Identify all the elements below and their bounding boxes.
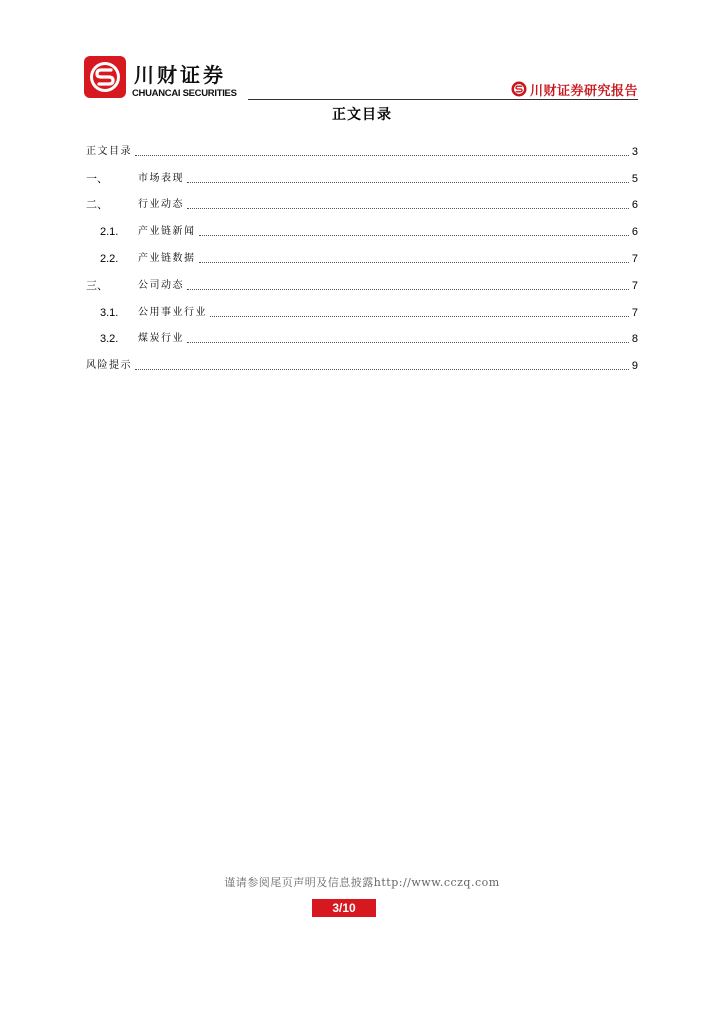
toc-entry-number: 二、 bbox=[86, 199, 108, 212]
report-brand bbox=[511, 79, 638, 99]
toc-entry-page: 9 bbox=[631, 360, 638, 373]
toc-entry-number: 3.2. bbox=[100, 333, 119, 346]
toc-entry-page: 7 bbox=[631, 306, 638, 319]
logo-name-en: CHUANCAI SECURITIES bbox=[132, 88, 237, 99]
report-label: 川财证券研究报告 bbox=[529, 83, 638, 99]
toc-entry-page: 3 bbox=[631, 145, 638, 158]
toc-dot-leader bbox=[187, 341, 629, 343]
chuancai-mini-logo-icon bbox=[511, 81, 527, 97]
toc-entry-number: 一、 bbox=[86, 172, 108, 185]
chuancai-logo-icon bbox=[84, 56, 126, 98]
toc-dot-leader bbox=[187, 288, 629, 290]
toc-entry[interactable] bbox=[86, 346, 638, 373]
toc-entry-page: 7 bbox=[631, 279, 638, 292]
toc-entry-label: 风险提示 bbox=[86, 360, 132, 372]
page-number-badge: 3/10 bbox=[312, 899, 376, 917]
toc-entry-page: 8 bbox=[631, 333, 638, 346]
toc-entry-page: 5 bbox=[631, 172, 638, 185]
company-logo bbox=[84, 56, 244, 100]
toc-entry-label: 公用事业行业 bbox=[138, 306, 207, 318]
toc-entry[interactable] bbox=[86, 212, 638, 239]
toc-entry[interactable] bbox=[86, 132, 638, 159]
logo-name-cn: 川财证券 bbox=[134, 63, 226, 87]
toc-entry-page: 6 bbox=[631, 226, 638, 239]
toc-entry[interactable] bbox=[86, 293, 638, 320]
toc-entry[interactable] bbox=[86, 266, 638, 293]
toc-entry[interactable] bbox=[86, 239, 638, 266]
disclosure-note: 谨请参阅尾页声明及信息披露http://www.cczq.com bbox=[224, 876, 500, 889]
toc-entry[interactable] bbox=[86, 320, 638, 347]
table-of-contents bbox=[86, 132, 638, 373]
toc-entry-number: 三、 bbox=[86, 279, 108, 292]
toc-dot-leader bbox=[187, 181, 629, 183]
toc-dot-leader bbox=[199, 261, 629, 263]
toc-entry-label: 正文目录 bbox=[86, 145, 132, 157]
header-divider bbox=[248, 99, 638, 100]
toc-entry[interactable] bbox=[86, 159, 638, 186]
toc-dot-leader bbox=[135, 154, 629, 156]
toc-entry-label: 市场表现 bbox=[138, 172, 184, 184]
toc-dot-leader bbox=[187, 207, 629, 209]
toc-entry-label: 行业动态 bbox=[138, 199, 184, 211]
toc-entry-label: 公司动态 bbox=[138, 279, 184, 291]
toc-entry-page: 7 bbox=[631, 252, 638, 265]
toc-entry-number: 2.1. bbox=[100, 226, 119, 239]
toc-entry[interactable] bbox=[86, 186, 638, 213]
toc-dot-leader bbox=[135, 368, 629, 370]
page-title: 正文目录 bbox=[332, 107, 392, 123]
toc-entry-label: 产业链数据 bbox=[138, 252, 196, 264]
toc-dot-leader bbox=[199, 234, 629, 236]
toc-entry-page: 6 bbox=[631, 199, 638, 212]
toc-entry-label: 产业链新闻 bbox=[138, 226, 196, 238]
toc-dot-leader bbox=[210, 315, 629, 317]
toc-entry-number: 3.1. bbox=[100, 306, 119, 319]
toc-entry-label: 煤炭行业 bbox=[138, 333, 184, 345]
toc-entry-number: 2.2. bbox=[100, 252, 119, 265]
